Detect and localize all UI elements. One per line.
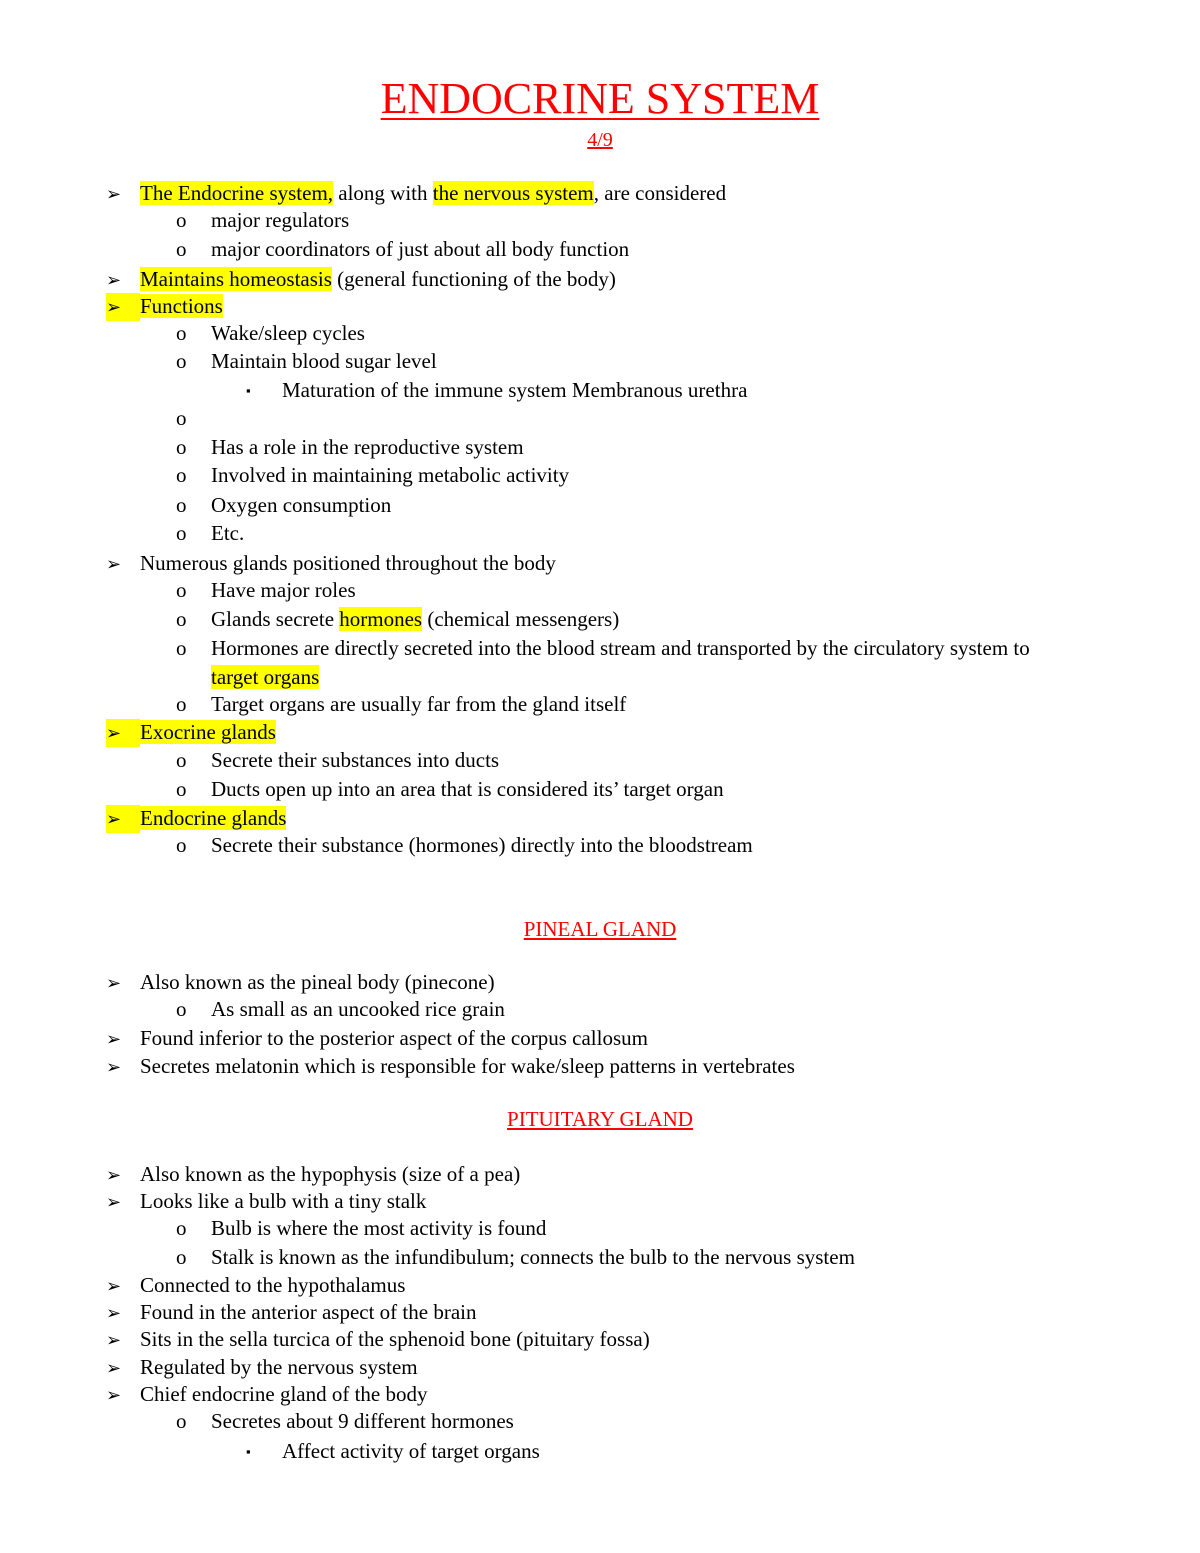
list-item: o As small as an uncooked rice grain [176, 997, 505, 1021]
list-item: o Ducts open up into an area that is considered its’ target organ [176, 777, 724, 801]
circle-bullet-icon: o [176, 1409, 187, 1433]
arrow-bullet-icon: ➢ [106, 554, 122, 574]
square-bullet-icon: ▪ [246, 383, 251, 398]
list-item: ➢ Found in the anterior aspect of the brain [106, 1298, 476, 1327]
circle-bullet-icon: o [176, 748, 187, 772]
list-item: ➢ Chief endocrine gland of the body [106, 1380, 428, 1409]
circle-bullet-icon: o [176, 349, 187, 373]
circle-bullet-icon: o [176, 578, 187, 602]
circle-bullet-icon: o [176, 521, 187, 545]
list-item: o major coordinators of just about all body function [176, 237, 630, 261]
list-item [176, 404, 211, 432]
list-item: ➢ Connected to the hypothalamus [106, 1271, 405, 1300]
arrow-bullet-icon: ➢ [106, 805, 140, 833]
arrow-bullet-icon: ➢ [106, 1165, 122, 1185]
list-item: ➢ The Endocrine system, along with the nervous system, are considered [106, 179, 726, 208]
circle-bullet-icon: o [176, 833, 187, 857]
list-item: o Oxygen consumption [176, 493, 392, 517]
arrow-bullet-icon: ➢ [106, 1385, 122, 1405]
circle-bullet-icon: o [176, 435, 187, 459]
list-item: ➢ Also known as the pineal body (pinecone) [106, 968, 495, 997]
list-item: ➢ Maintains homeostasis (general functioning of the body) [106, 265, 616, 294]
arrow-bullet-icon: ➢ [106, 1358, 122, 1378]
arrow-bullet-icon: ➢ [106, 184, 122, 204]
circle-bullet-icon: o [176, 321, 187, 345]
list-item: ▪ Affect activity of target organs [246, 1437, 540, 1466]
list-item: o Involved in maintaining metabolic activity [176, 463, 570, 487]
list-item: o Maintain blood sugar level [176, 349, 437, 373]
list-item: ➢ Endocrine glands [106, 804, 286, 833]
list-item: o Hormones are directly secreted into the blood stream and transported by the circulatory system to [176, 636, 1030, 660]
arrow-bullet-icon: ➢ [106, 270, 122, 290]
list-item-continuation: target organs [211, 665, 320, 689]
arrow-bullet-icon: ➢ [106, 293, 140, 321]
list-item: ➢ Found inferior to the posterior aspect of the corpus callosum [106, 1024, 648, 1053]
list-item: ➢ Regulated by the nervous system [106, 1353, 418, 1382]
circle-bullet-icon: o [176, 997, 187, 1021]
arrow-bullet-icon: ➢ [106, 1057, 122, 1077]
arrow-bullet-icon: ➢ [106, 1029, 122, 1049]
circle-bullet-icon: o [176, 607, 187, 631]
arrow-bullet-icon: ➢ [106, 719, 140, 747]
circle-bullet-icon: o [176, 1216, 187, 1240]
arrow-bullet-icon: ➢ [106, 973, 122, 993]
list-item: o Has a role in the reproductive system [176, 435, 524, 459]
list-item: o Have major roles [176, 578, 356, 602]
list-item: o Glands secrete hormones (chemical messengers) [176, 607, 620, 631]
circle-bullet-icon: o [176, 406, 187, 430]
list-item: o Secretes about 9 different hormones [176, 1409, 514, 1433]
list-item: o Secrete their substance (hormones) directly into the bloodstream [176, 833, 753, 857]
arrow-bullet-icon: ➢ [106, 1192, 122, 1212]
circle-bullet-icon: o [176, 636, 187, 660]
list-item: ➢ Sits in the sella turcica of the sphenoid bone (pituitary fossa) [106, 1325, 650, 1354]
list-item: ▪ Maturation of the immune system Membranous urethra [246, 376, 747, 405]
circle-bullet-icon: o [176, 493, 187, 517]
document-title: ENDOCRINE SYSTEM [380, 74, 820, 123]
circle-bullet-icon: o [176, 777, 187, 801]
circle-bullet-icon: o [176, 1245, 187, 1269]
list-item: ➢ Exocrine glands [106, 718, 276, 747]
list-item: o Secrete their substances into ducts [176, 748, 500, 772]
circle-bullet-icon: o [176, 463, 187, 487]
section-heading-pituitary: PITUITARY GLAND [507, 1107, 693, 1131]
list-item: ➢ Secretes melatonin which is responsible for wake/sleep patterns in vertebrates [106, 1052, 795, 1081]
circle-bullet-icon: o [176, 208, 187, 232]
list-item: o Target organs are usually far from the gland itself [176, 692, 627, 716]
circle-bullet-icon: o [176, 692, 187, 716]
list-item: o major regulators [176, 208, 350, 232]
list-item: ➢ Also known as the hypophysis (size of a pea) [106, 1160, 520, 1189]
circle-bullet-icon: o [176, 237, 187, 261]
list-item: o Etc. [176, 521, 245, 545]
list-item: o Stalk is known as the infundibulum; connects the bulb to the nervous system [176, 1245, 855, 1269]
document-date: 4/9 [587, 129, 613, 151]
list-item: o Wake/sleep cycles [176, 321, 365, 345]
list-item: o Bulb is where the most activity is found [176, 1216, 547, 1240]
section-heading-pineal: PINEAL GLAND [523, 917, 677, 941]
arrow-bullet-icon: ➢ [106, 1303, 122, 1323]
arrow-bullet-icon: ➢ [106, 1330, 122, 1350]
list-item: ➢ Numerous glands positioned throughout the body [106, 549, 556, 578]
square-bullet-icon: ▪ [246, 1444, 251, 1459]
list-item: ➢ Looks like a bulb with a tiny stalk [106, 1187, 426, 1216]
list-item: ➢ Functions [106, 292, 223, 321]
arrow-bullet-icon: ➢ [106, 1276, 122, 1296]
